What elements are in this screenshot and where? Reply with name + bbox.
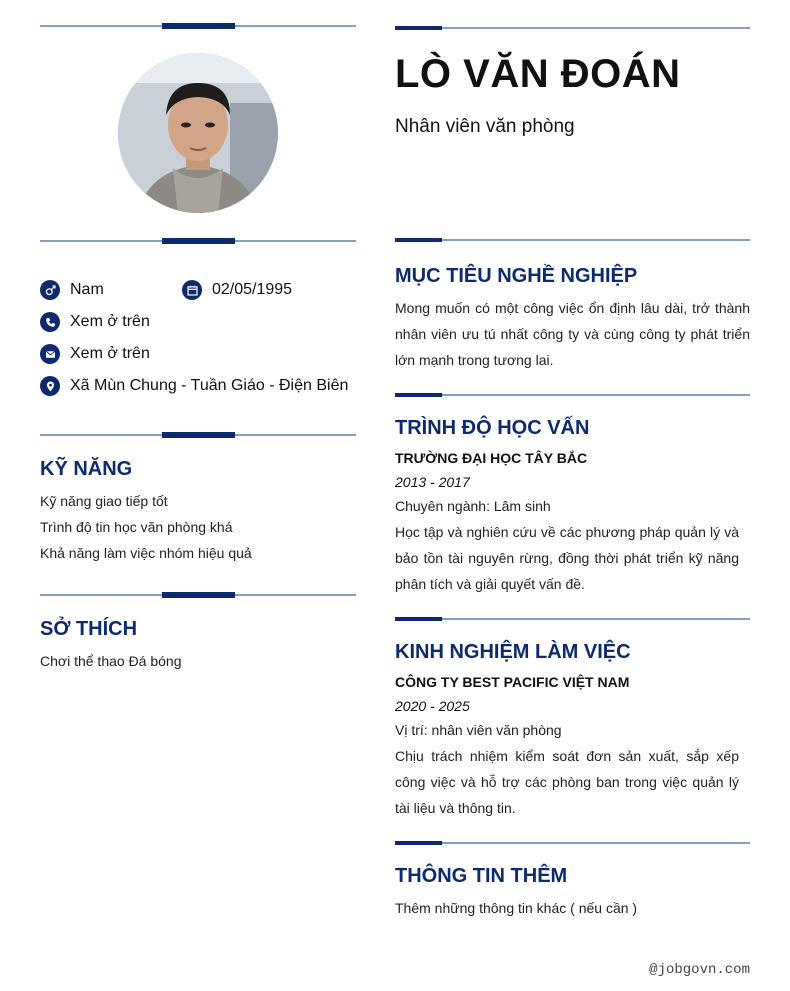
- skills-heading: KỸ NĂNG: [40, 458, 133, 480]
- hobbies-heading: SỞ THÍCH: [40, 618, 138, 640]
- objective-divider: [395, 239, 750, 241]
- education-description: Học tập và nghiên cứu về các phương pháp quản lý và bảo tồn tài nguyên rừng, đồng thời phát triển kỹ năng phân tích và giải quyết vấn đề.: [395, 524, 739, 592]
- email-icon: [40, 344, 60, 364]
- avatar: [118, 53, 278, 213]
- experience-position: Vị trí: nhân viên văn phòng: [395, 722, 562, 738]
- education-period: 2013 - 2017: [395, 474, 470, 490]
- left-divider-skills: [40, 434, 356, 436]
- address-value: Xã Mùn Chung - Tuần Giáo - Điện Biên: [70, 377, 349, 394]
- location-pin-icon: [40, 376, 60, 396]
- left-divider-contact: [40, 240, 356, 242]
- candidate-name: LÒ VĂN ĐOÁN: [395, 52, 681, 96]
- phone-row: [40, 312, 150, 332]
- additional-divider: [395, 842, 750, 844]
- person-photo: [118, 53, 278, 213]
- additional-heading: THÔNG TIN THÊM: [395, 865, 568, 887]
- experience-heading: KINH NGHIỆM LÀM VIỆC: [395, 641, 631, 663]
- hobbies-text: Chơi thể thao Đá bóng: [40, 653, 182, 669]
- skill-item: Trình độ tin học văn phòng khá: [40, 519, 233, 535]
- phone-value: Xem ở trên: [70, 313, 150, 330]
- company-name: CÔNG TY BEST PACIFIC VIỆT NAM: [395, 674, 630, 690]
- education-heading: TRÌNH ĐỘ HỌC VẤN: [395, 417, 590, 439]
- birthdate-row: [182, 280, 292, 300]
- skill-item: Kỹ năng giao tiếp tốt: [40, 493, 168, 509]
- objective-text: Mong muốn có một công việc ổn định lâu dài, trở thành nhân viên ưu tú nhất công ty và cùng công ty phát triển lớn mạnh trong tương lai.: [395, 300, 750, 368]
- email-value: Xem ở trên: [70, 345, 150, 362]
- experience-description: Chịu trách nhiệm kiểm soát đơn sản xuất, sắp xếp công việc và hỗ trợ các phòng ban trong việc quản lý tài liệu và thông tin.: [395, 748, 739, 816]
- experience-period: 2020 - 2025: [395, 698, 470, 714]
- gender-value: Nam: [70, 281, 104, 298]
- school-name: TRƯỜNG ĐẠI HỌC TÂY BẮC: [395, 450, 588, 466]
- left-top-divider: [40, 25, 356, 27]
- education-major: Chuyên ngành: Lâm sinh: [395, 498, 551, 514]
- birthdate-value: 02/05/1995: [212, 281, 293, 298]
- experience-divider: [395, 618, 750, 620]
- calendar-icon: [182, 280, 202, 300]
- phone-icon: [40, 312, 60, 332]
- gender-icon: [40, 280, 60, 300]
- right-top-divider: [395, 27, 750, 29]
- additional-text: Thêm những thông tin khác ( nếu cần ): [395, 900, 638, 916]
- footer-watermark: @jobgovn.com: [649, 962, 750, 978]
- address-row: [40, 376, 348, 396]
- job-title: Nhân viên văn phòng: [395, 116, 575, 137]
- skill-item: Khả năng làm việc nhóm hiệu quả: [40, 545, 252, 561]
- objective-heading: MỤC TIÊU NGHỀ NGHIỆP: [395, 265, 638, 287]
- gender-row: [40, 280, 104, 300]
- education-divider: [395, 394, 750, 396]
- email-row: [40, 344, 150, 364]
- left-divider-hobbies: [40, 594, 356, 596]
